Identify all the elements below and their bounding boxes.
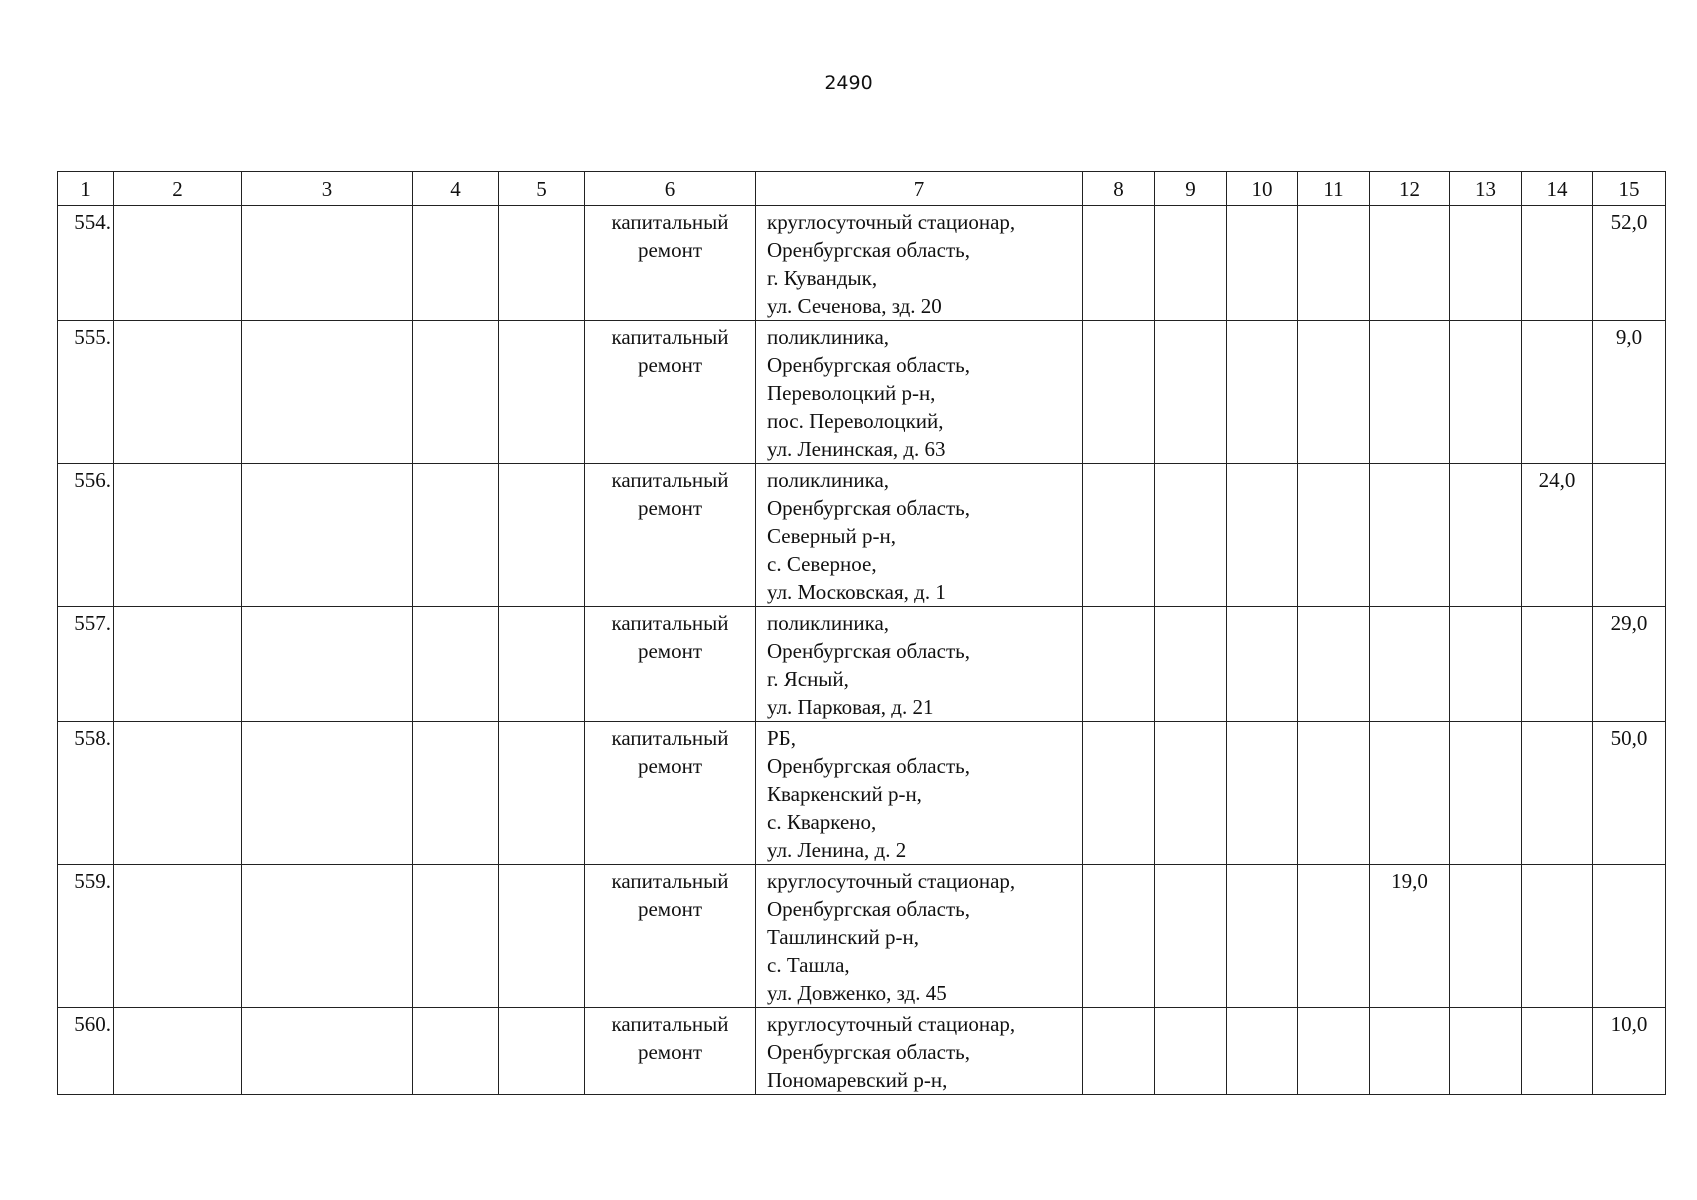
cell-col-2 <box>114 607 242 722</box>
value-col-10 <box>1227 321 1298 464</box>
work-type <box>585 206 756 321</box>
cell-col-4 <box>413 464 499 607</box>
value-col-8 <box>1083 464 1155 607</box>
column-header-3: 3 <box>242 172 413 206</box>
cell-col-4 <box>413 321 499 464</box>
value-col-12 <box>1370 607 1450 722</box>
cell-col-4 <box>413 206 499 321</box>
row-number: 560. <box>58 1008 114 1095</box>
column-header-2: 2 <box>114 172 242 206</box>
work-type-line: капитальный <box>611 1012 729 1036</box>
address-line: поликлиника, <box>767 468 890 492</box>
value-col-15: 9,0 <box>1593 321 1666 464</box>
value-col-13 <box>1450 1008 1522 1095</box>
value-col-13 <box>1450 206 1522 321</box>
table-row <box>58 321 1666 464</box>
value-col-14 <box>1522 722 1593 865</box>
address-line: Оренбургская область, <box>767 897 970 921</box>
address-line: Северный р-н, <box>767 524 897 548</box>
value-col-12 <box>1370 206 1450 321</box>
value-col-11 <box>1298 1008 1370 1095</box>
cell-col-3 <box>242 722 413 865</box>
column-header-1: 1 <box>58 172 114 206</box>
value-col-14 <box>1522 865 1593 1008</box>
cell-col-5 <box>499 321 585 464</box>
value-col-14 <box>1522 206 1593 321</box>
value-col-8 <box>1083 865 1155 1008</box>
value-col-8 <box>1083 607 1155 722</box>
value-col-9 <box>1155 321 1227 464</box>
column-header-15: 15 <box>1593 172 1666 206</box>
value-col-15 <box>1593 865 1666 1008</box>
address-line: Кваркенский р-н, <box>767 782 922 806</box>
address-line: Оренбургская область, <box>767 754 970 778</box>
cell-col-3 <box>242 607 413 722</box>
address-line: круглосуточный стационар, <box>767 1012 1016 1036</box>
work-type-line: капитальный <box>611 325 729 349</box>
value-col-14 <box>1522 607 1593 722</box>
registry-table <box>57 171 1666 1095</box>
value-col-11 <box>1298 206 1370 321</box>
value-col-9 <box>1155 464 1227 607</box>
value-col-9 <box>1155 607 1227 722</box>
column-header-13: 13 <box>1450 172 1522 206</box>
value-col-8 <box>1083 206 1155 321</box>
cell-col-5 <box>499 1008 585 1095</box>
facility-address <box>756 607 1083 722</box>
table-row <box>58 1008 1666 1095</box>
cell-col-4 <box>413 1008 499 1095</box>
value-col-11 <box>1298 607 1370 722</box>
cell-col-2 <box>114 464 242 607</box>
work-type-line: ремонт <box>637 238 703 262</box>
column-header-6: 6 <box>585 172 756 206</box>
address-line: Оренбургская область, <box>767 496 970 520</box>
value-col-14 <box>1522 321 1593 464</box>
cell-col-3 <box>242 464 413 607</box>
value-col-8 <box>1083 722 1155 865</box>
address-line: г. Кувандык, <box>767 266 878 290</box>
cell-col-2 <box>114 1008 242 1095</box>
value-col-8 <box>1083 1008 1155 1095</box>
cell-col-3 <box>242 206 413 321</box>
work-type <box>585 865 756 1008</box>
address-line: ул. Парковая, д. 21 <box>767 695 934 719</box>
work-type-line: капитальный <box>611 869 729 893</box>
value-col-9 <box>1155 206 1227 321</box>
cell-col-5 <box>499 722 585 865</box>
value-col-12 <box>1370 464 1450 607</box>
table-row <box>58 464 1666 607</box>
work-type-line: ремонт <box>637 639 703 663</box>
table-row <box>58 722 1666 865</box>
address-line: ул. Ленинская, д. 63 <box>767 437 946 461</box>
table-row <box>58 206 1666 321</box>
value-col-15: 10,0 <box>1593 1008 1666 1095</box>
value-col-12 <box>1370 1008 1450 1095</box>
value-col-11 <box>1298 321 1370 464</box>
value-col-13 <box>1450 607 1522 722</box>
value-col-12 <box>1370 722 1450 865</box>
facility-address <box>756 722 1083 865</box>
column-header-10: 10 <box>1227 172 1298 206</box>
value-col-9 <box>1155 1008 1227 1095</box>
address-line: ул. Ленина, д. 2 <box>767 838 907 862</box>
facility-address <box>756 865 1083 1008</box>
value-col-12 <box>1370 321 1450 464</box>
value-col-10 <box>1227 865 1298 1008</box>
value-col-13 <box>1450 722 1522 865</box>
column-header-5: 5 <box>499 172 585 206</box>
cell-col-4 <box>413 865 499 1008</box>
value-col-9 <box>1155 722 1227 865</box>
address-line: с. Северное, <box>767 552 877 576</box>
work-type-line: ремонт <box>637 897 703 921</box>
work-type <box>585 1008 756 1095</box>
column-header-4: 4 <box>413 172 499 206</box>
work-type-line: ремонт <box>637 353 703 377</box>
address-line: г. Ясный, <box>767 667 849 691</box>
address-line: Оренбургская область, <box>767 1040 970 1064</box>
header-row <box>58 172 1666 206</box>
address-line: РБ, <box>767 726 796 750</box>
column-header-11: 11 <box>1298 172 1370 206</box>
cell-col-2 <box>114 722 242 865</box>
cell-col-5 <box>499 464 585 607</box>
column-header-14: 14 <box>1522 172 1593 206</box>
row-number: 555. <box>58 321 114 464</box>
value-col-10 <box>1227 464 1298 607</box>
work-type <box>585 321 756 464</box>
address-line: с. Кваркено, <box>767 810 877 834</box>
value-col-11 <box>1298 464 1370 607</box>
value-col-14 <box>1522 1008 1593 1095</box>
facility-address <box>756 206 1083 321</box>
address-line: пос. Переволоцкий, <box>767 409 944 433</box>
cell-col-4 <box>413 722 499 865</box>
table-row <box>58 607 1666 722</box>
work-type-line: капитальный <box>611 210 729 234</box>
row-number: 558. <box>58 722 114 865</box>
value-col-8 <box>1083 321 1155 464</box>
value-col-15 <box>1593 464 1666 607</box>
value-col-15: 52,0 <box>1593 206 1666 321</box>
work-type <box>585 722 756 865</box>
work-type-line: капитальный <box>611 468 729 492</box>
cell-col-4 <box>413 607 499 722</box>
address-line: ул. Московская, д. 1 <box>767 580 946 604</box>
cell-col-3 <box>242 865 413 1008</box>
value-col-10 <box>1227 206 1298 321</box>
column-header-7: 7 <box>756 172 1083 206</box>
value-col-12: 19,0 <box>1370 865 1450 1008</box>
cell-col-3 <box>242 1008 413 1095</box>
value-col-11 <box>1298 865 1370 1008</box>
cell-col-5 <box>499 865 585 1008</box>
address-line: с. Ташла, <box>767 953 850 977</box>
cell-col-5 <box>499 607 585 722</box>
work-type-line: ремонт <box>637 496 703 520</box>
value-col-11 <box>1298 722 1370 865</box>
value-col-15: 50,0 <box>1593 722 1666 865</box>
address-line: поликлиника, <box>767 325 890 349</box>
cell-col-3 <box>242 321 413 464</box>
work-type <box>585 464 756 607</box>
value-col-13 <box>1450 865 1522 1008</box>
address-line: Оренбургская область, <box>767 639 970 663</box>
work-type-line: капитальный <box>611 611 729 635</box>
cell-col-5 <box>499 206 585 321</box>
table-body <box>58 206 1666 1095</box>
facility-address <box>756 1008 1083 1095</box>
value-col-14: 24,0 <box>1522 464 1593 607</box>
row-number: 554. <box>58 206 114 321</box>
facility-address <box>756 321 1083 464</box>
address-line: ул. Довженко, зд. 45 <box>767 981 947 1005</box>
address-line: круглосуточный стационар, <box>767 869 1016 893</box>
value-col-15: 29,0 <box>1593 607 1666 722</box>
page-number: 2490 <box>824 72 873 94</box>
address-line: ул. Сеченова, зд. 20 <box>767 294 942 318</box>
value-col-13 <box>1450 321 1522 464</box>
cell-col-2 <box>114 321 242 464</box>
address-line: Ташлинский р-н, <box>767 925 919 949</box>
value-col-10 <box>1227 1008 1298 1095</box>
address-line: Переволоцкий р-н, <box>767 381 936 405</box>
value-col-10 <box>1227 607 1298 722</box>
row-number: 557. <box>58 607 114 722</box>
column-header-12: 12 <box>1370 172 1450 206</box>
value-col-13 <box>1450 464 1522 607</box>
work-type <box>585 607 756 722</box>
cell-col-2 <box>114 206 242 321</box>
facility-address <box>756 464 1083 607</box>
address-line: Пономаревский р-н, <box>767 1068 948 1092</box>
work-type-line: капитальный <box>611 726 729 750</box>
work-type-line: ремонт <box>637 1040 703 1064</box>
table-row <box>58 865 1666 1008</box>
value-col-9 <box>1155 865 1227 1008</box>
address-line: Оренбургская область, <box>767 353 970 377</box>
cell-col-2 <box>114 865 242 1008</box>
column-header-8: 8 <box>1083 172 1155 206</box>
column-header-9: 9 <box>1155 172 1227 206</box>
row-number: 556. <box>58 464 114 607</box>
address-line: круглосуточный стационар, <box>767 210 1016 234</box>
value-col-10 <box>1227 722 1298 865</box>
address-line: поликлиника, <box>767 611 890 635</box>
row-number: 559. <box>58 865 114 1008</box>
work-type-line: ремонт <box>637 754 703 778</box>
address-line: Оренбургская область, <box>767 238 970 262</box>
